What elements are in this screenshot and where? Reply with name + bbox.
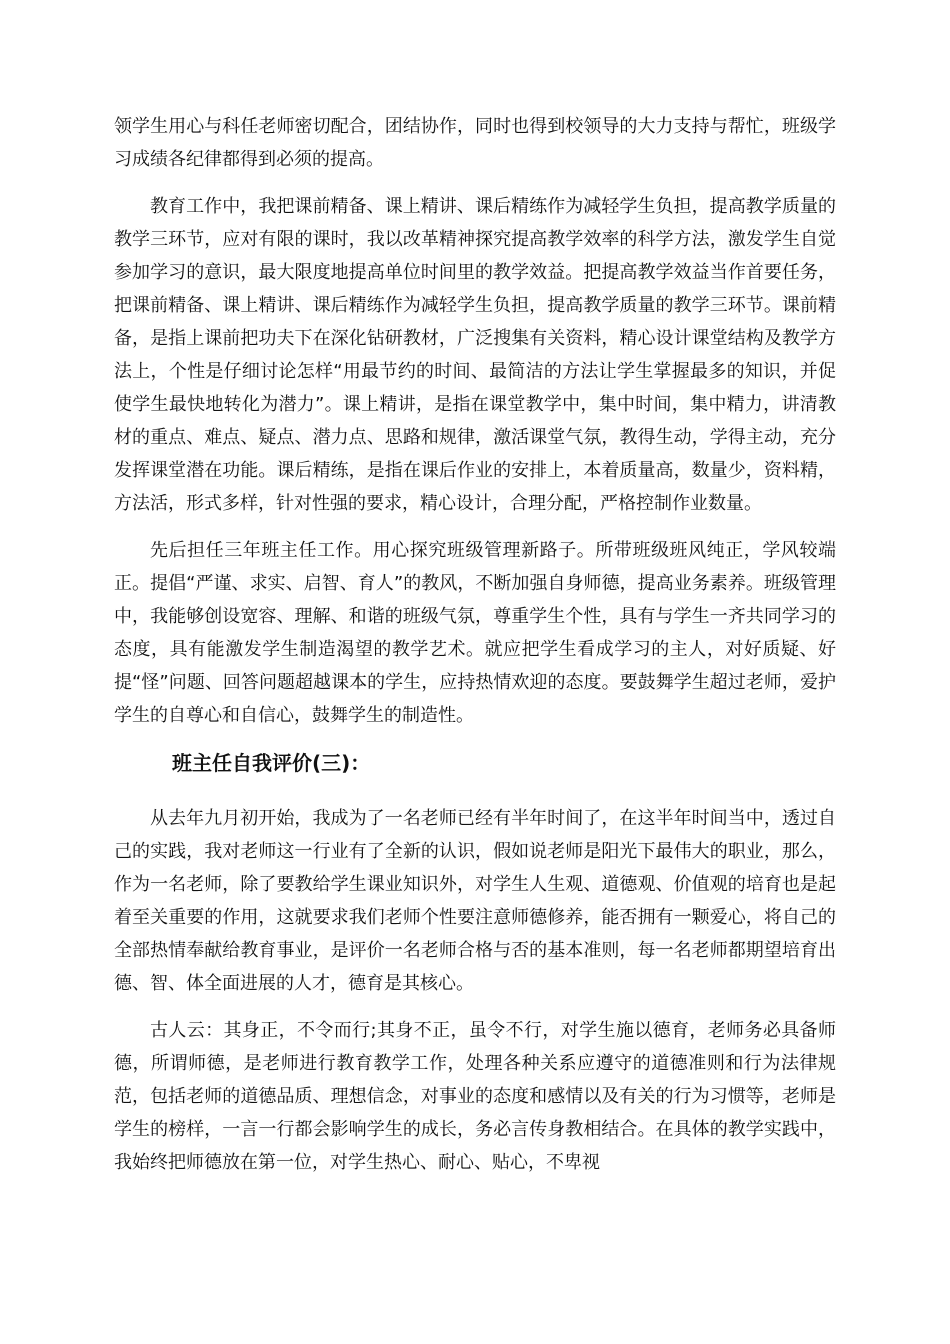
paragraph-continued: 领学生用心与科任老师密切配合，团结协作，同时也得到校领导的大力支持与帮忙，班级学习成绩各纪律都得到必须的提高。: [114, 116, 836, 170]
paragraph-self-evaluation: 从去年九月初开始，我成为了一名老师已经有半年时间了，在这半年时间当中，透过自己的实践，我对老师这一行业有了全新的认识，假如说老师是阳光下最伟大的职业，那么，作为一名老师，除了要教给学生课业知识外，对学生人生观、道德观、价值观的培育也是起着至关重要的作用，这就要求我们老师个性要注意师德修养，能否拥有一颗爱心，将自己的全部热情奉献给教育事业，是评价一名老师合格与否的基本准则，每一名老师都期望培育出德、智、体全面进展的人才，德育是其核心。: [114, 808, 836, 994]
document-page: [114, 110, 836, 1193]
paragraph-teaching-method: 教育工作中，我把课前精备、课上精讲、课后精练作为减轻学生负担，提高教学质量的教学三环节，应对有限的课时，我以改革精神探究提高教学效率的科学方法，激发学生自觉参加学习的意识，最大限度地提高单位时间里的教学效益。把提高教学效益当作首要任务，把课前精备、课上精讲、课后精练作为减轻学生负担，提高教学质量的教学三环节。课前精备，是指上课前把功夫下在深化钻研教材，广泛搜集有关资料，精心设计课堂结构及教学方法上，个性是仔细讨论怎样“用最节约的时间、最简洁的方法让学生掌握最多的知识，并促使学生最快地转化为潜力”。课上精讲，是指在课堂教学中，集中时间，集中精力，讲清教材的重点、难点、疑点、潜力点、思路和规律，激活课堂气氛，教得生动，学得主动，充分发挥课堂潜在功能。课后精练，是指在课后作业的安排上，本着质量高，数量少，资料精，方法活，形式多样，针对性强的要求，精心设计，合理分配，严格控制作业数量。: [114, 196, 836, 514]
paragraph-class-management: 先后担任三年班主任工作。用心探究班级管理新路子。所带班级班风纯正，学风较端正。提倡“严谨、求实、启智、育人”的教风，不断加强自身师德，提高业务素养。班级管理中，我能够创设宽容、理解、和谐的班级气氛，尊重学生个性，具有与学生一齐共同学习的态度，具有能激发学生制造渴望的教学艺术。就应把学生看成学习的主人，对好质疑、好提“怪”问题、回答问题超越课本的学生，应持热情欢迎的态度。要鼓舞学生超过老师，爱护学生的自尊心和自信心，鼓舞学生的制造性。: [114, 540, 836, 726]
paragraph-teacher-ethics: 古人云：其身正，不令而行;其身不正，虽令不行，对学生施以德育，老师务必具备师德，所谓师德，是老师进行教育教学工作，处理各种关系应遵守的道德准则和行为法律规范，包括老师的道德品质、理想信念，对事业的态度和感情以及有关的行为习惯等，老师是学生的榜样，一言一行都会影响学生的成长，务必言传身教相结合。在具体的教学实践中，我始终把师德放在第一位，对学生热心、耐心、贴心，不卑视: [114, 1020, 836, 1173]
section-heading: 班主任自我评价(三)：: [172, 751, 371, 775]
